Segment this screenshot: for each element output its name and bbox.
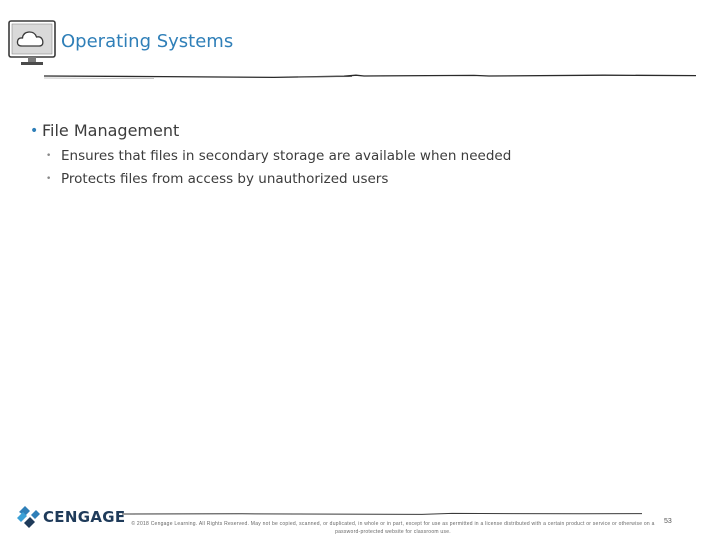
sub-bullet-item xyxy=(46,171,511,187)
slide-title: Operating Systems xyxy=(61,31,234,52)
sub-bullet-text: Protects files from access by unauthorized users xyxy=(61,171,389,187)
copyright-notice: © 2018 Cengage Learning. All Rights Reserved. May not be copied, scanned, or duplicated, in whole or in part, except for use as permitted in a license distributed with a certain product or service or otherwise on a password-protected website for classroom use. xyxy=(131,521,655,535)
bullet-list xyxy=(30,121,511,187)
sub-bullet-item xyxy=(46,148,511,164)
bullet-item xyxy=(30,121,511,140)
page-number: 53 xyxy=(664,518,672,525)
sub-bullet-marker: • xyxy=(46,174,52,184)
cengage-logo-text: CENGAGE xyxy=(43,508,126,526)
sub-bullet-marker: • xyxy=(46,151,52,161)
header-divider xyxy=(44,70,696,80)
cloud-monitor-icon xyxy=(6,18,58,70)
sub-bullet-text: Ensures that files in secondary storage are available when needed xyxy=(61,148,512,164)
bullet-text: File Management xyxy=(42,121,180,140)
bullet-marker: • xyxy=(30,122,39,139)
footer-divider xyxy=(122,510,642,518)
